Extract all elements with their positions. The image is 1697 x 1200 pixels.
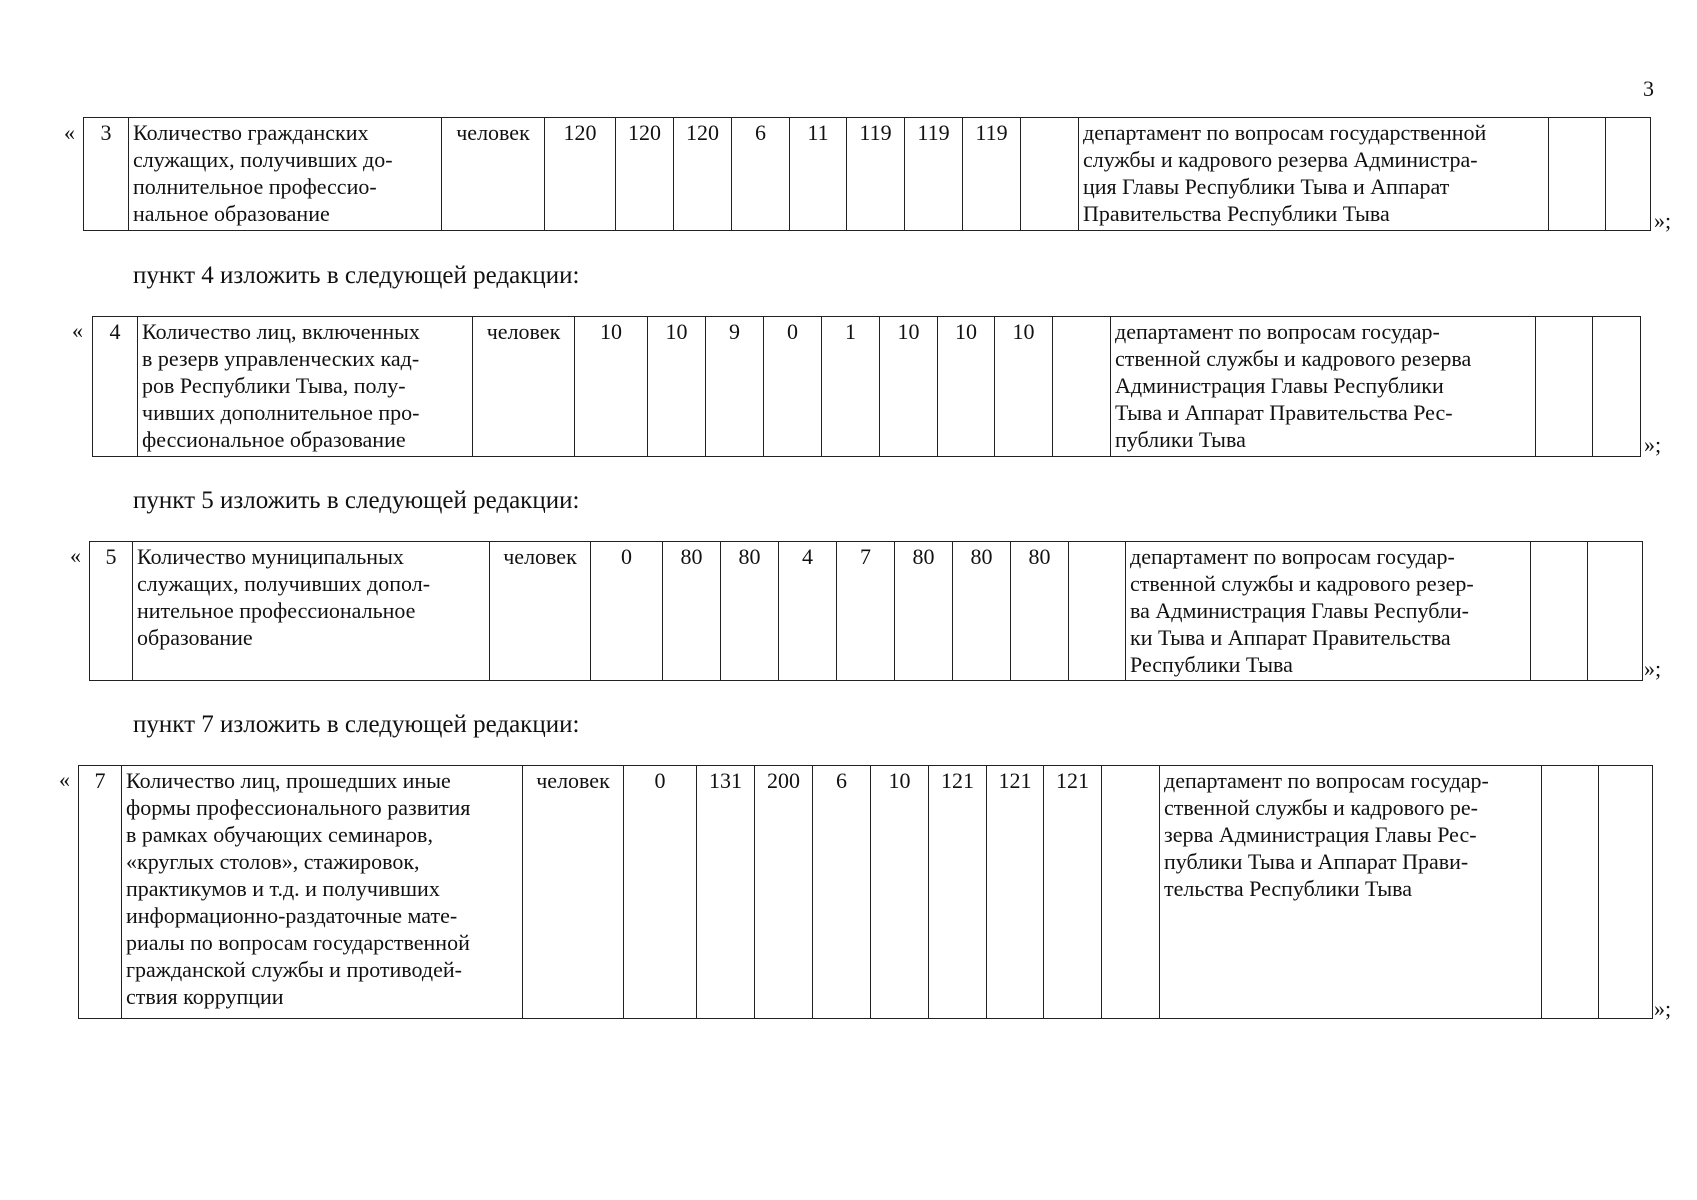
value-cell — [1069, 542, 1126, 681]
department-line: ция Главы Республики Тыва и Аппарат — [1083, 174, 1450, 199]
value-cell: 120 — [545, 118, 616, 231]
row-number: 7 — [79, 766, 122, 1019]
table-row-5 — [89, 541, 1643, 681]
indicator-description — [138, 317, 473, 457]
value-cell — [1021, 118, 1079, 231]
department-line: ственной службы и кадрового ре- — [1164, 795, 1478, 820]
value-cell: 1 — [822, 317, 880, 457]
table-row — [93, 317, 1641, 457]
empty-cell — [1542, 766, 1599, 1019]
value-cell: 80 — [721, 542, 779, 681]
indicator-description — [133, 542, 490, 681]
quote-open: « — [59, 767, 70, 792]
description-line: ствия коррупции — [126, 984, 284, 1009]
value-cell: 120 — [674, 118, 732, 231]
amendment-instruction: пункт 7 изложить в следующей редакции: — [133, 711, 580, 738]
value-cell: 0 — [591, 542, 663, 681]
description-line: Количество лиц, прошедших иные — [126, 768, 451, 793]
department-line: департамент по вопросам государственной — [1083, 120, 1487, 145]
page-number: 3 — [1643, 76, 1654, 101]
value-cell: 10 — [995, 317, 1053, 457]
department-line: Тыва и Аппарат Правительства Рес- — [1115, 400, 1453, 425]
unit-cell: человек — [473, 317, 575, 457]
department-line: службы и кадрового резерва Администра- — [1083, 147, 1478, 172]
value-cell: 80 — [953, 542, 1011, 681]
row-number: 5 — [90, 542, 133, 681]
empty-cell — [1549, 118, 1606, 231]
value-cell: 6 — [732, 118, 790, 231]
department-cell — [1111, 317, 1536, 457]
department-line: Республики Тыва — [1130, 652, 1293, 677]
indicator-description — [122, 766, 523, 1019]
unit-cell: человек — [442, 118, 545, 231]
value-cell: 119 — [963, 118, 1021, 231]
description-line: фессиональное образование — [142, 427, 406, 452]
department-line: публики Тыва и Аппарат Прави- — [1164, 849, 1469, 874]
description-line: Количество лиц, включенных — [142, 319, 420, 344]
description-line: формы профессионального развития — [126, 795, 471, 820]
empty-cell — [1593, 317, 1641, 457]
description-line: гражданской службы и противодей- — [126, 957, 462, 982]
quote-open: « — [72, 318, 83, 343]
department-line: департамент по вопросам государ- — [1164, 768, 1489, 793]
table-row-4 — [92, 316, 1641, 457]
description-line: полнительное профессио- — [133, 174, 377, 199]
value-cell: 10 — [871, 766, 929, 1019]
department-line: тельства Республики Тыва — [1164, 876, 1412, 901]
description-line: служащих, получивших допол- — [137, 571, 431, 596]
value-cell: 119 — [905, 118, 963, 231]
value-cell: 7 — [837, 542, 895, 681]
department-line: департамент по вопросам государ- — [1130, 544, 1455, 569]
description-line: служащих, получивших до- — [133, 147, 393, 172]
value-cell: 9 — [706, 317, 764, 457]
value-cell: 10 — [648, 317, 706, 457]
empty-cell — [1536, 317, 1593, 457]
value-cell: 119 — [847, 118, 905, 231]
value-cell: 131 — [697, 766, 755, 1019]
unit-cell: человек — [523, 766, 624, 1019]
row-number: 3 — [84, 118, 129, 231]
department-line: ственной службы и кадрового резер- — [1130, 571, 1474, 596]
empty-cell — [1531, 542, 1588, 681]
description-line: нительное профессиональное — [137, 598, 416, 623]
value-cell: 200 — [755, 766, 813, 1019]
value-cell: 80 — [1011, 542, 1069, 681]
value-cell: 6 — [813, 766, 871, 1019]
department-line: публики Тыва — [1115, 427, 1246, 452]
table-row — [84, 118, 1651, 231]
table-row — [90, 542, 1643, 681]
description-line: чивших дополнительное про- — [142, 400, 420, 425]
value-cell: 121 — [1044, 766, 1102, 1019]
description-line: риалы по вопросам государственной — [126, 930, 470, 955]
department-cell — [1079, 118, 1549, 231]
department-line: департамент по вопросам государ- — [1115, 319, 1440, 344]
value-cell: 4 — [779, 542, 837, 681]
empty-cell — [1606, 118, 1651, 231]
empty-cell — [1599, 766, 1653, 1019]
indicator-description — [129, 118, 442, 231]
value-cell: 11 — [790, 118, 847, 231]
department-line: ственной службы и кадрового резерва — [1115, 346, 1472, 371]
value-cell: 121 — [929, 766, 987, 1019]
table-row-3 — [83, 117, 1651, 231]
amendment-instruction: пункт 4 изложить в следующей редакции: — [133, 262, 580, 289]
value-cell: 80 — [663, 542, 721, 681]
department-line: ки Тыва и Аппарат Правительства — [1130, 625, 1451, 650]
unit-cell: человек — [490, 542, 591, 681]
quote-close: »; — [1654, 208, 1672, 233]
value-cell — [1102, 766, 1160, 1019]
description-line: образование — [137, 625, 253, 650]
value-cell: 10 — [938, 317, 995, 457]
department-line: Правительства Республики Тыва — [1083, 201, 1390, 226]
description-line: «круглых столов», стажировок, — [126, 849, 420, 874]
value-cell: 121 — [987, 766, 1044, 1019]
table-row-7 — [78, 765, 1653, 1019]
quote-open: « — [70, 543, 81, 568]
value-cell — [1053, 317, 1111, 457]
empty-cell — [1588, 542, 1643, 681]
description-line: ров Республики Тыва, полу- — [142, 373, 406, 398]
description-line: нальное образование — [133, 201, 330, 226]
table-row — [79, 766, 1653, 1019]
quote-close: »; — [1644, 656, 1662, 681]
description-line: Количество гражданских — [133, 120, 369, 145]
quote-open: « — [64, 120, 75, 145]
amendment-instruction: пункт 5 изложить в следующей редакции: — [133, 487, 580, 514]
value-cell: 120 — [616, 118, 674, 231]
description-line: практикумов и т.д. и получивших — [126, 876, 440, 901]
value-cell: 0 — [624, 766, 697, 1019]
value-cell: 80 — [895, 542, 953, 681]
value-cell: 10 — [575, 317, 648, 457]
department-cell — [1160, 766, 1542, 1019]
value-cell: 0 — [764, 317, 822, 457]
department-line: Администрация Главы Республики — [1115, 373, 1444, 398]
department-cell — [1126, 542, 1531, 681]
row-number: 4 — [93, 317, 138, 457]
department-line: зерва Администрация Главы Рес- — [1164, 822, 1477, 847]
quote-close: »; — [1654, 996, 1672, 1021]
description-line: информационно-раздаточные мате- — [126, 903, 458, 928]
description-line: в резерв управленческих кад- — [142, 346, 420, 371]
description-line: в рамках обучающих семинаров, — [126, 822, 433, 847]
value-cell: 10 — [880, 317, 938, 457]
quote-close: »; — [1644, 432, 1662, 457]
department-line: ва Администрация Главы Республи- — [1130, 598, 1469, 623]
description-line: Количество муниципальных — [137, 544, 404, 569]
